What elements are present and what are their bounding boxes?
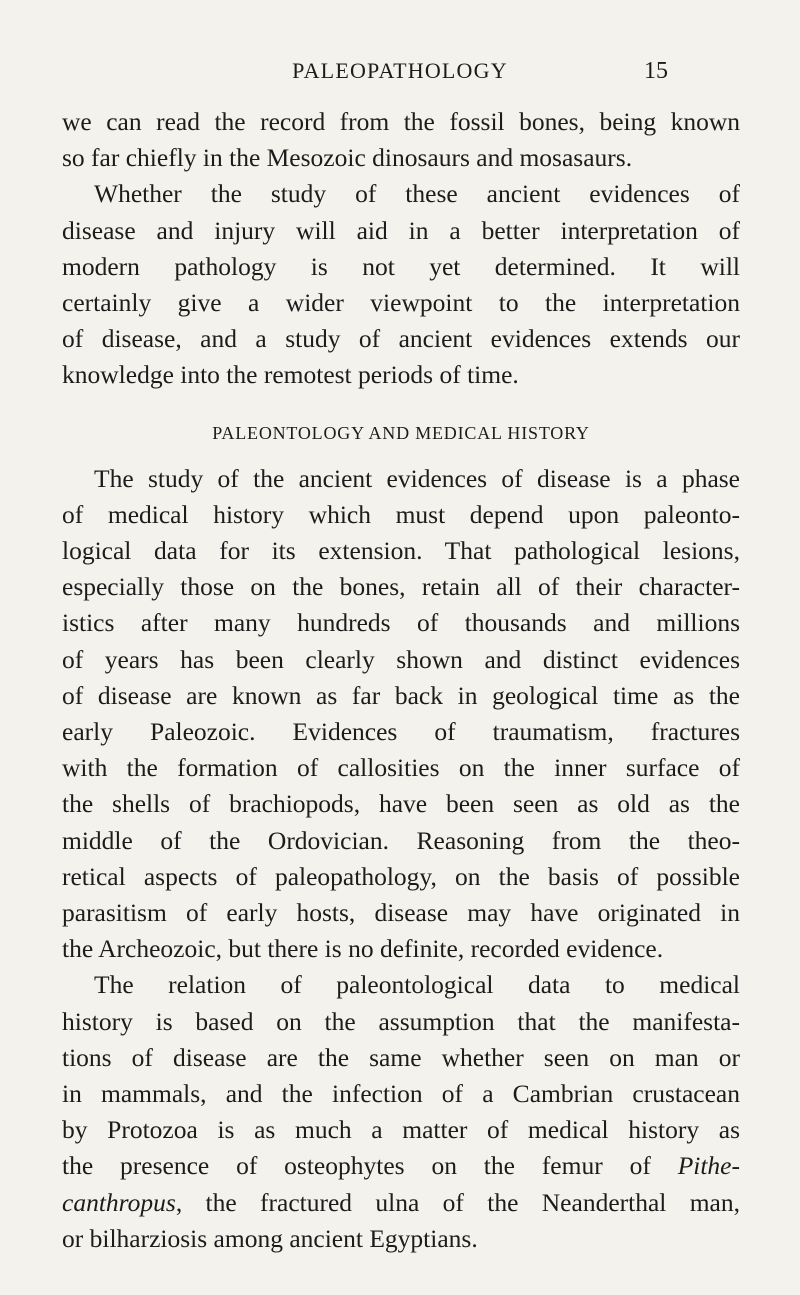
text-line-with-italic <box>62 1185 740 1221</box>
text-segment: the presence of osteophytes on the femur of <box>62 1151 678 1181</box>
text-line: istics after many hundreds of thousands and millions <box>62 608 740 638</box>
text-line: parasitism of early hosts, disease may have originated in <box>62 898 740 928</box>
text-line: so far chiefly in the Mesozoic dinosaurs and mosasaurs. <box>62 143 633 173</box>
italic-term: canthropus <box>62 1187 176 1217</box>
text-line-with-italic <box>62 1148 740 1184</box>
text-line: middle of the Ordovician. Reasoning from the theo- <box>62 825 740 855</box>
italic-term: Pithe- <box>677 1151 740 1181</box>
text-line: in mammals, and the infection of a Cambrian crustacean <box>62 1079 740 1109</box>
text-line: logical data for its extension. That pathological lesions, <box>62 536 740 566</box>
paragraph-2 <box>62 461 740 968</box>
text-line: knowledge into the remotest periods of time. <box>62 360 519 390</box>
section-heading: PALEONTOLOGY AND MEDICAL HISTORY <box>212 422 590 443</box>
running-title: PALEOPATHOLOGY <box>292 58 508 83</box>
text-line: or bilharziosis among ancient Egyptians. <box>62 1223 478 1253</box>
text-line: the Archeozoic, but there is no definite, recorded evidence. <box>62 934 664 964</box>
text-line: especially those on the bones, retain all of their character- <box>62 572 740 602</box>
running-head <box>0 54 800 84</box>
text-line: by Protozoa is as much a matter of medical history as <box>62 1115 740 1145</box>
text-line: history is based on the assumption that the manifesta- <box>62 1006 740 1036</box>
text-line: The relation of paleontological data to medical <box>94 970 740 1000</box>
text-line: of medical history which must depend upon paleonto- <box>62 499 740 529</box>
text-line: with the formation of callosities on the inner surface of <box>62 753 740 783</box>
body-text <box>62 104 740 1257</box>
text-line: of years has been clearly shown and distinct evidences <box>62 644 740 674</box>
text-line: disease and injury will aid in a better interpretation of <box>62 215 740 245</box>
text-line: retical aspects of paleopathology, on the basis of possible <box>62 861 740 891</box>
page-number: 15 <box>644 58 668 84</box>
text-line: modern pathology is not yet determined. It will <box>62 251 740 281</box>
text-line: of disease are known as far back in geological time as the <box>62 680 740 710</box>
paragraph-1 <box>62 104 740 394</box>
text-segment: , the fractured ulna of the Neanderthal man, <box>175 1187 740 1217</box>
paragraph-3 <box>62 967 740 1257</box>
text-line: early Paleozoic. Evidences of traumatism, fractures <box>62 717 740 747</box>
text-line: certainly give a wider viewpoint to the interpretation <box>62 288 740 318</box>
text-line: Whether the study of these ancient evidences of <box>94 179 740 209</box>
text-line: we can read the record from the fossil bones, being known <box>62 107 740 136</box>
text-line: the shells of brachiopods, have been seen as old as the <box>62 789 740 819</box>
text-line: of disease, and a study of ancient evidences extends our <box>62 324 740 354</box>
text-line: tions of disease are the same whether seen on man or <box>62 1042 740 1072</box>
text-line: The study of the ancient evidences of disease is a phase <box>94 463 740 493</box>
